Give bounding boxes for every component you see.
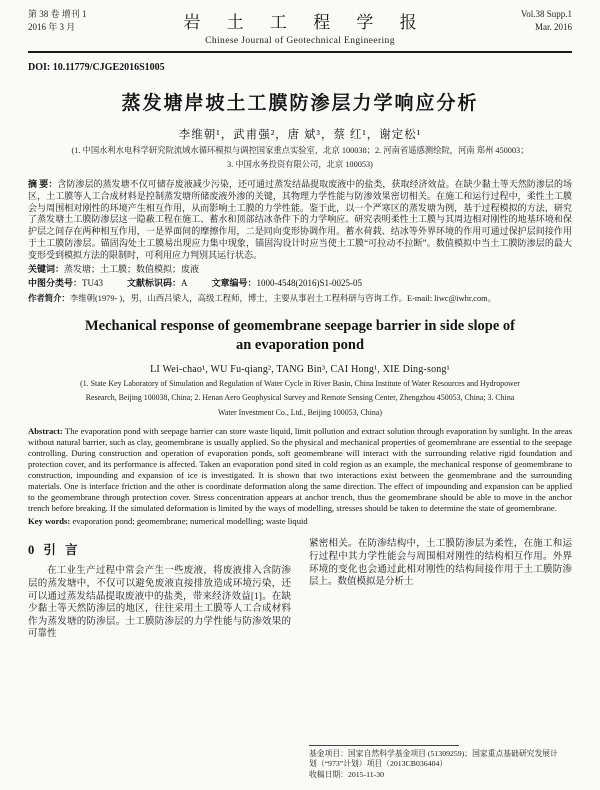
affiliation-cn-line1: (1. 中国水利水电科学研究院流域水循环模拟与调控国家重点实验室，北京 100038；2. 河南省遥感测绘院，河南 郑州 450003； [71, 146, 529, 155]
article-id-label: 文章编号： [211, 278, 257, 289]
received-date: 收稿日期：2015-11-30 [309, 769, 385, 779]
keywords-en-label: Key words: [28, 516, 71, 527]
volume-cn-line1: 第 38 卷 增刊 1 [28, 9, 87, 19]
paper-title-en-line2: an evaporation pond [235, 336, 365, 353]
paper-title-en [38, 317, 562, 355]
intro-paragraph-right: 紧密相关。在防渗结构中，土工膜防渗层为柔性，在施工和运行过程中其力学性能会与周围相对刚性的结构相互作用。外界环境的变化也会通过此相对刚性的结构间接作用于土工膜防渗层上。数值模拟是分析土 [309, 539, 572, 588]
keywords-en-line [28, 516, 572, 527]
header-divider [28, 51, 572, 53]
abstract-cn [28, 179, 572, 262]
funding-line1: 基金项目：国家自然科学基金项目 (51309259)；国家重点基础研究发展计 [309, 749, 558, 759]
keywords-cn-line [28, 264, 572, 276]
author-bio-text: 李维朝(1979- )，男，山西吕梁人，高级工程师，博士，主要从事岩土工程科研与咨询工作。E-mail: liwc@iwhr.com。 [69, 293, 497, 303]
journal-title-block [120, 8, 480, 46]
article-id-value: 1000-4548(2016)S1-0025-05 [256, 278, 363, 289]
paper-title-en-line1: Mechanical response of geomembrane seepage barrier in side slope of [85, 317, 515, 334]
keywords-en-text: evaporation pond; geomembrane; numerical modelling; waste liquid [72, 516, 308, 527]
keywords-cn-label: 关键词： [28, 264, 65, 275]
affiliation-en-line2: Research, Beijing 100038, China; 2. Henan Aero Geophysical Survey and Remote Sensing Center, Zhengzhou 450053, China; 3. China [85, 393, 515, 403]
author-bio-line [28, 293, 572, 304]
intro-columns [28, 538, 572, 780]
volume-en-line2: Mar. 2016 [535, 22, 572, 32]
funding-line2: 划（“973”计划）项目（2013CB036404） [309, 759, 448, 769]
keywords-cn-text: 蒸发塘；土工膜；数值模拟；废液 [64, 264, 200, 275]
abstract-en [28, 426, 572, 514]
clc-label: 中图分类号： [28, 278, 83, 289]
clc-value: TU43 [82, 278, 104, 289]
section-0-heading: 0 引 言 [28, 543, 81, 558]
volume-cn-line2: 2016 年 3 月 [28, 22, 76, 32]
footnote-block [309, 745, 572, 780]
journal-title-cn: 岩 土 工 程 学 报 [183, 13, 428, 32]
volume-en-line1: Vol.38 Supp.1 [520, 9, 572, 19]
authors-cn: 李维朝¹，武甫强²，唐 斌³，蔡 红¹，谢定松¹ [178, 129, 422, 141]
journal-header [28, 8, 572, 46]
abstract-cn-text: 含防渗层的蒸发塘不仅可储存废液减少污染，还可通过蒸发结晶提取废液中的盐类，获取经济效益。在缺少黏土等天然防渗层的场区，土工膜等人工合成材料是控制蒸发塘所储废液外渗的关键，其物理力学性能与防渗效果密切相关。在施工和运行过程中，柔性土工膜会与周围相对刚性的环境产生相互作用，从而影响土工膜的力学性能。鉴于此，以一个严寒区的蒸发塘为例，基于过程模拟的方法，研究了蒸发塘土工膜防渗层这一隐蔽工程在施工、蓄水和顶部结冰条件下的力学响应。研究表明柔性土工膜与其周边相对刚性的地基环境和保护层之间存在两种相互作用，一是界面间的摩擦作用，二是同向变形协调作用。蓄水荷载、结冰等外界环境的作用可通过保护层间接作用于土工膜防渗层。锚固沟处土工膜易出现应力集中现象，锚固沟设计时应当使土工膜“可拉动不拉断”。数值模拟中当土工膜防渗层的最大变形受到模拟方法的限制时，可利用应力判别其运行状态。 [28, 179, 572, 260]
intro-column-right [309, 538, 572, 780]
volume-info-en [480, 8, 572, 34]
doi-line: DOI: 10.11779/CJGE2016S1005 [28, 62, 165, 73]
authors-en: LI Wei-chao¹, WU Fu-qiang², TANG Bin³, CAI Hong¹, XIE Ding-song¹ [150, 363, 450, 375]
abstract-cn-label: 摘 要： [28, 179, 58, 189]
affiliation-en-line3: Water Investment Co., Ltd., Beijing 100053, China) [218, 407, 382, 417]
affiliation-cn-line2: 3. 中国水务投资有限公司，北京 100053) [227, 160, 373, 169]
intro-column-left [28, 538, 291, 780]
volume-info-cn [28, 8, 120, 34]
author-bio-label: 作者简介： [28, 293, 70, 303]
classification-line [28, 278, 572, 290]
intro-paragraph-left: 在工业生产过程中常会产生一些废液，将废液排入含防渗层的蒸发塘中，不仅可以避免废液直接排放造成环境污染，还可以通过蒸发结晶提取废液中的盐类，带来经济效益[1]。在缺少黏土等天然防渗层的地区，往往采用土工膜等人工合成材料作为蒸发塘的防渗层。土工膜防渗层的力学性能与防渗效果的可靠性 [28, 566, 291, 640]
footnote-divider [309, 745, 459, 746]
doc-code-value: A [181, 278, 188, 289]
doc-code-label: 文献标识码： [127, 278, 182, 289]
paper-title-cn: 蒸发塘岸坡土工膜防渗层力学响应分析 [121, 93, 479, 114]
journal-title-en: Chinese Journal of Geotechnical Engineering [205, 36, 395, 46]
affiliation-en-line1: (1. State Key Laboratory of Simulation and Regulation of Water Cycle in River Basin, China Institute of Water Resources and Hydropower [80, 378, 520, 388]
abstract-en-label: Abstract: [28, 426, 63, 437]
abstract-en-text: The evaporation pond with seepage barrier can store waste liquid, limit pollution and extract solution through evaporation by sunlight. In the areas without natural barrier, such as clay, geomembrane is usually applied. So the physical and mechanical properties of geomembrane are essential to the seepage controlling. During construction and operation of evaporation ponds, soft geomembrane will interact with the surrounding relative rigid foundation and protection cover, and its performance is affected. Taken an evaporation pond sited in cold region as an example, the mechanical response of geomembrane to construction, impounding and expansion of ice is investigated. It is shown that two interactions exist between the geomembrane and the surrounding materials. One is interface friction and the other is coordinate deformation along the same direction. The effect of impounding and expansion can be applied to the geomembrane through protection cover. Stress concentration appears at anchor trench, thus the geomembrane should be able to move in the anchor trench before breaking. If the simulated deformation is limited by the ways of modelling, stresses should be taken to determine the state of geomembrane. [28, 426, 572, 514]
